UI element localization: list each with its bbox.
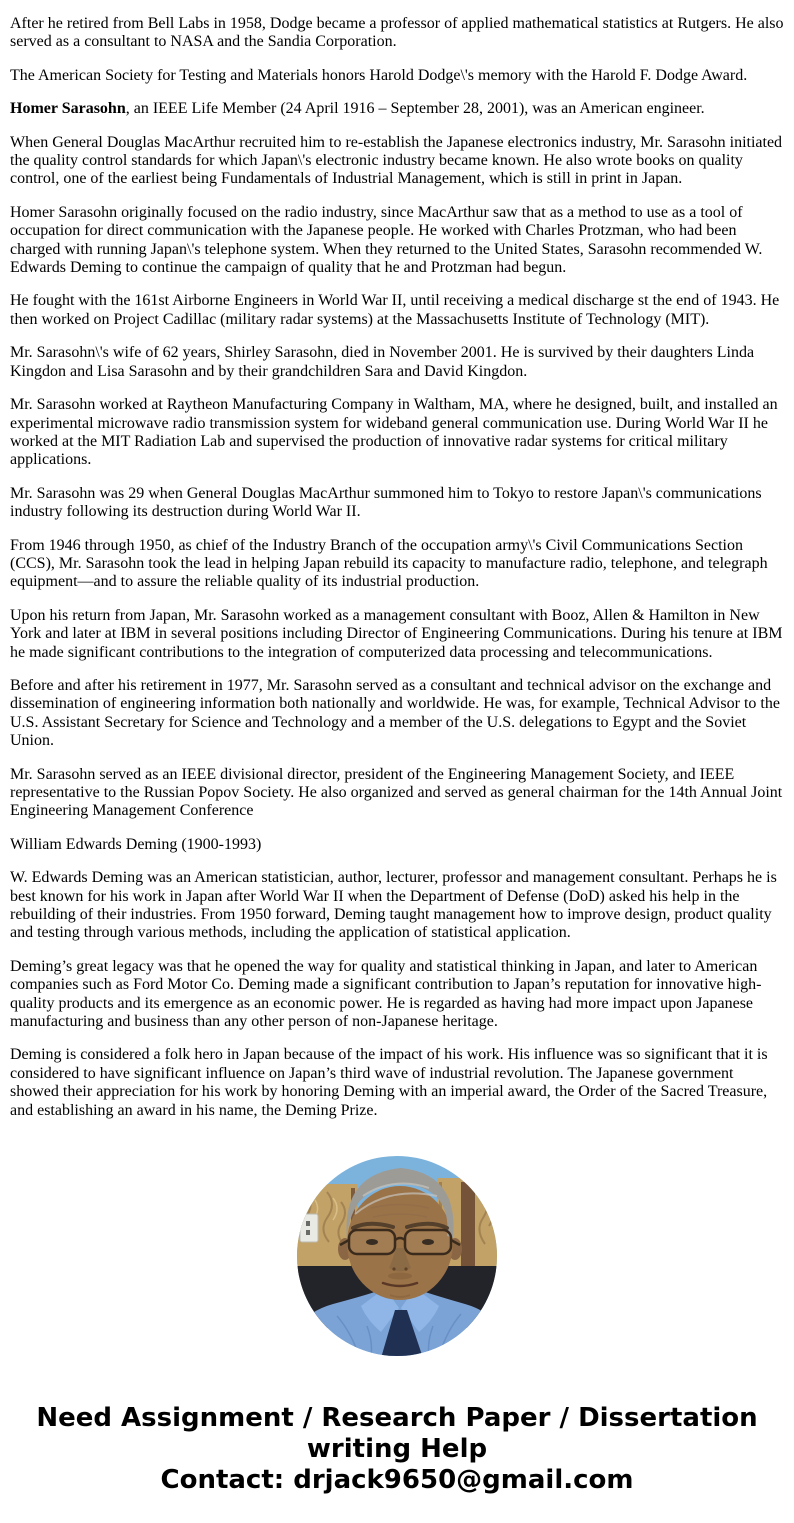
footer-contact-email: Contact: drjack9650@gmail.com xyxy=(160,1465,634,1496)
portrait-switch-dot-1 xyxy=(306,1221,310,1226)
footer-heading-line-2: writing Help xyxy=(306,1434,488,1465)
paragraph: When General Douglas MacArthur recruited him to re-establish the Japanese electronics industry, Mr. Sarasohn initiated the quality control standards for which Japan\'s electronic industry became known. He also wrote books on quality control, one of the earliest being Fundamentals of Industrial Management, which is still in print in Japan. xyxy=(10,133,783,188)
paragraph: Mr. Sarasohn was 29 when General Douglas MacArthur summoned him to Tokyo to restore Japan\'s communications industry following its destruction during World War II. xyxy=(10,484,762,521)
paragraph: From 1946 through 1950, as chief of the Industry Branch of the occupation army\'s Civil Communications Section (CCS), Mr. Sarasohn took the lead in helping Japan rebuild its capacity to manufacture radio, telephone, and telegraph equipment—and to assure the reliable quality of its industrial production. xyxy=(10,536,768,591)
paragraph: W. Edwards Deming was an American statistician, author, lecturer, professor and management consultant. Perhaps he is best known for his work in Japan after World War II when the Department of Defense (DoD) asked his help in the rebuilding of their industries. From 1950 forward, Deming taught management how to improve design, product quality and testing through various methods, including the application of statistical application. xyxy=(10,869,777,942)
paragraph: Deming’s great legacy was that he opened the way for quality and statistical thinking in Japan, and later to American companies such as Ford Motor Co. Deming made a significant contribution to Japan’s reputation for innovative high-quality products and its emergence as an economic power. He is regarded as having had more impact upon Japanese manufacturing and business than any other person of non-Japanese heritage. xyxy=(10,957,762,1031)
portrait-nostril-right xyxy=(404,1267,407,1270)
paragraph: Mr. Sarasohn\'s wife of 62 years, Shirley Sarasohn, died in November 2001. He is survived by their daughters Linda Kingdon and Lisa Sarasohn and by their grandchildren Sara and David Kingdon. xyxy=(10,344,755,380)
paragraph-text: , an IEEE Life Member (24 April 1916 – September 28, 2001), was an American engineer. xyxy=(125,100,705,118)
paragraph: Homer Sarasohn originally focused on the radio industry, since MacArthur saw that as a method to use as a tool of occupation for direct communication with the Japanese people. He worked with Charles Protzman, who had been charged with running Japan\'s telephone system. When they returned to the United States, Sarasohn recommended W. Edwards Deming to continue the campaign of quality that he and Protzman had begun. xyxy=(10,203,763,277)
portrait-switch-dot-2 xyxy=(306,1230,310,1235)
person-name-bold: Homer Sarasohn xyxy=(10,100,126,118)
paragraph: After he retired from Bell Labs in 1958, Dodge became a professor of applied mathematical statistics at Rutgers. He also served as a consultant to NASA and the Sandia Corporation. xyxy=(10,15,784,51)
portrait-photo-image xyxy=(297,1156,497,1356)
paragraph: Before and after his retirement in 1977, Mr. Sarasohn served as a consultant and technical advisor on the exchange and dissemination of engineering information both nationally and worldwide. He was, for example, Technical Advisor to the U.S. Assistant Secretary for Science and Technology and a member of the U.S. delegations to Egypt and the Soviet Union. xyxy=(10,676,780,750)
portrait-photo xyxy=(10,1156,784,1356)
paragraph-homer-sarasohn-intro xyxy=(10,100,784,118)
footer-banner xyxy=(10,1403,784,1496)
paragraph: Mr. Sarasohn served as an IEEE divisional director, president of the Engineering Management Society, and IEEE representative to the Russian Popov Society. He also organized and served as general chairman for the 14th Annual Joint Engineering Management Conference xyxy=(10,765,783,820)
paragraph: Upon his return from Japan, Mr. Sarasohn worked as a management consultant with Booz, Allen & Hamilton in New York and later at IBM in several positions including Director of Engineering Communications. During his tenure at IBM he made significant contributions to the integration of computerized data processing and telecommunications. xyxy=(10,606,783,661)
paragraph: The American Society for Testing and Materials honors Harold Dodge\'s memory with the Harold F. Dodge Award. xyxy=(10,66,748,84)
portrait-nostril-left xyxy=(392,1267,395,1270)
paragraph-deming-heading: William Edwards Deming (1900-1993) xyxy=(10,835,262,853)
paragraph: Mr. Sarasohn worked at Raytheon Manufacturing Company in Waltham, MA, where he designed, built, and installed an experimental microwave radio transmission system for wideband general communication use. During World War II he worked at the MIT Radiation Lab and supervised the production of innovative radar systems for critical military applications. xyxy=(10,396,778,469)
paragraph: He fought with the 161st Airborne Engineers in World War II, until receiving a medical discharge st the end of 1943. He then worked on Project Cadillac (military radar systems) at the Massachusetts Institute of Technology (MIT). xyxy=(10,292,780,328)
paragraph: Deming is considered a folk hero in Japan because of the impact of his work. His influence was so significant that it is considered to have significant influence on Japan’s third wave of industrial revolution. The Japanese government showed their appreciation for his work by honoring Deming with an imperial award, the Order of the Sacred Treasure, and establishing an award in his name, the Deming Prize. xyxy=(10,1046,768,1119)
article-body xyxy=(10,15,784,1496)
portrait-switch-plate xyxy=(300,1214,318,1242)
portrait-lip-shadow xyxy=(388,1273,412,1280)
footer-heading-line-1: Need Assignment / Research Paper / Dissertation xyxy=(36,1403,758,1434)
